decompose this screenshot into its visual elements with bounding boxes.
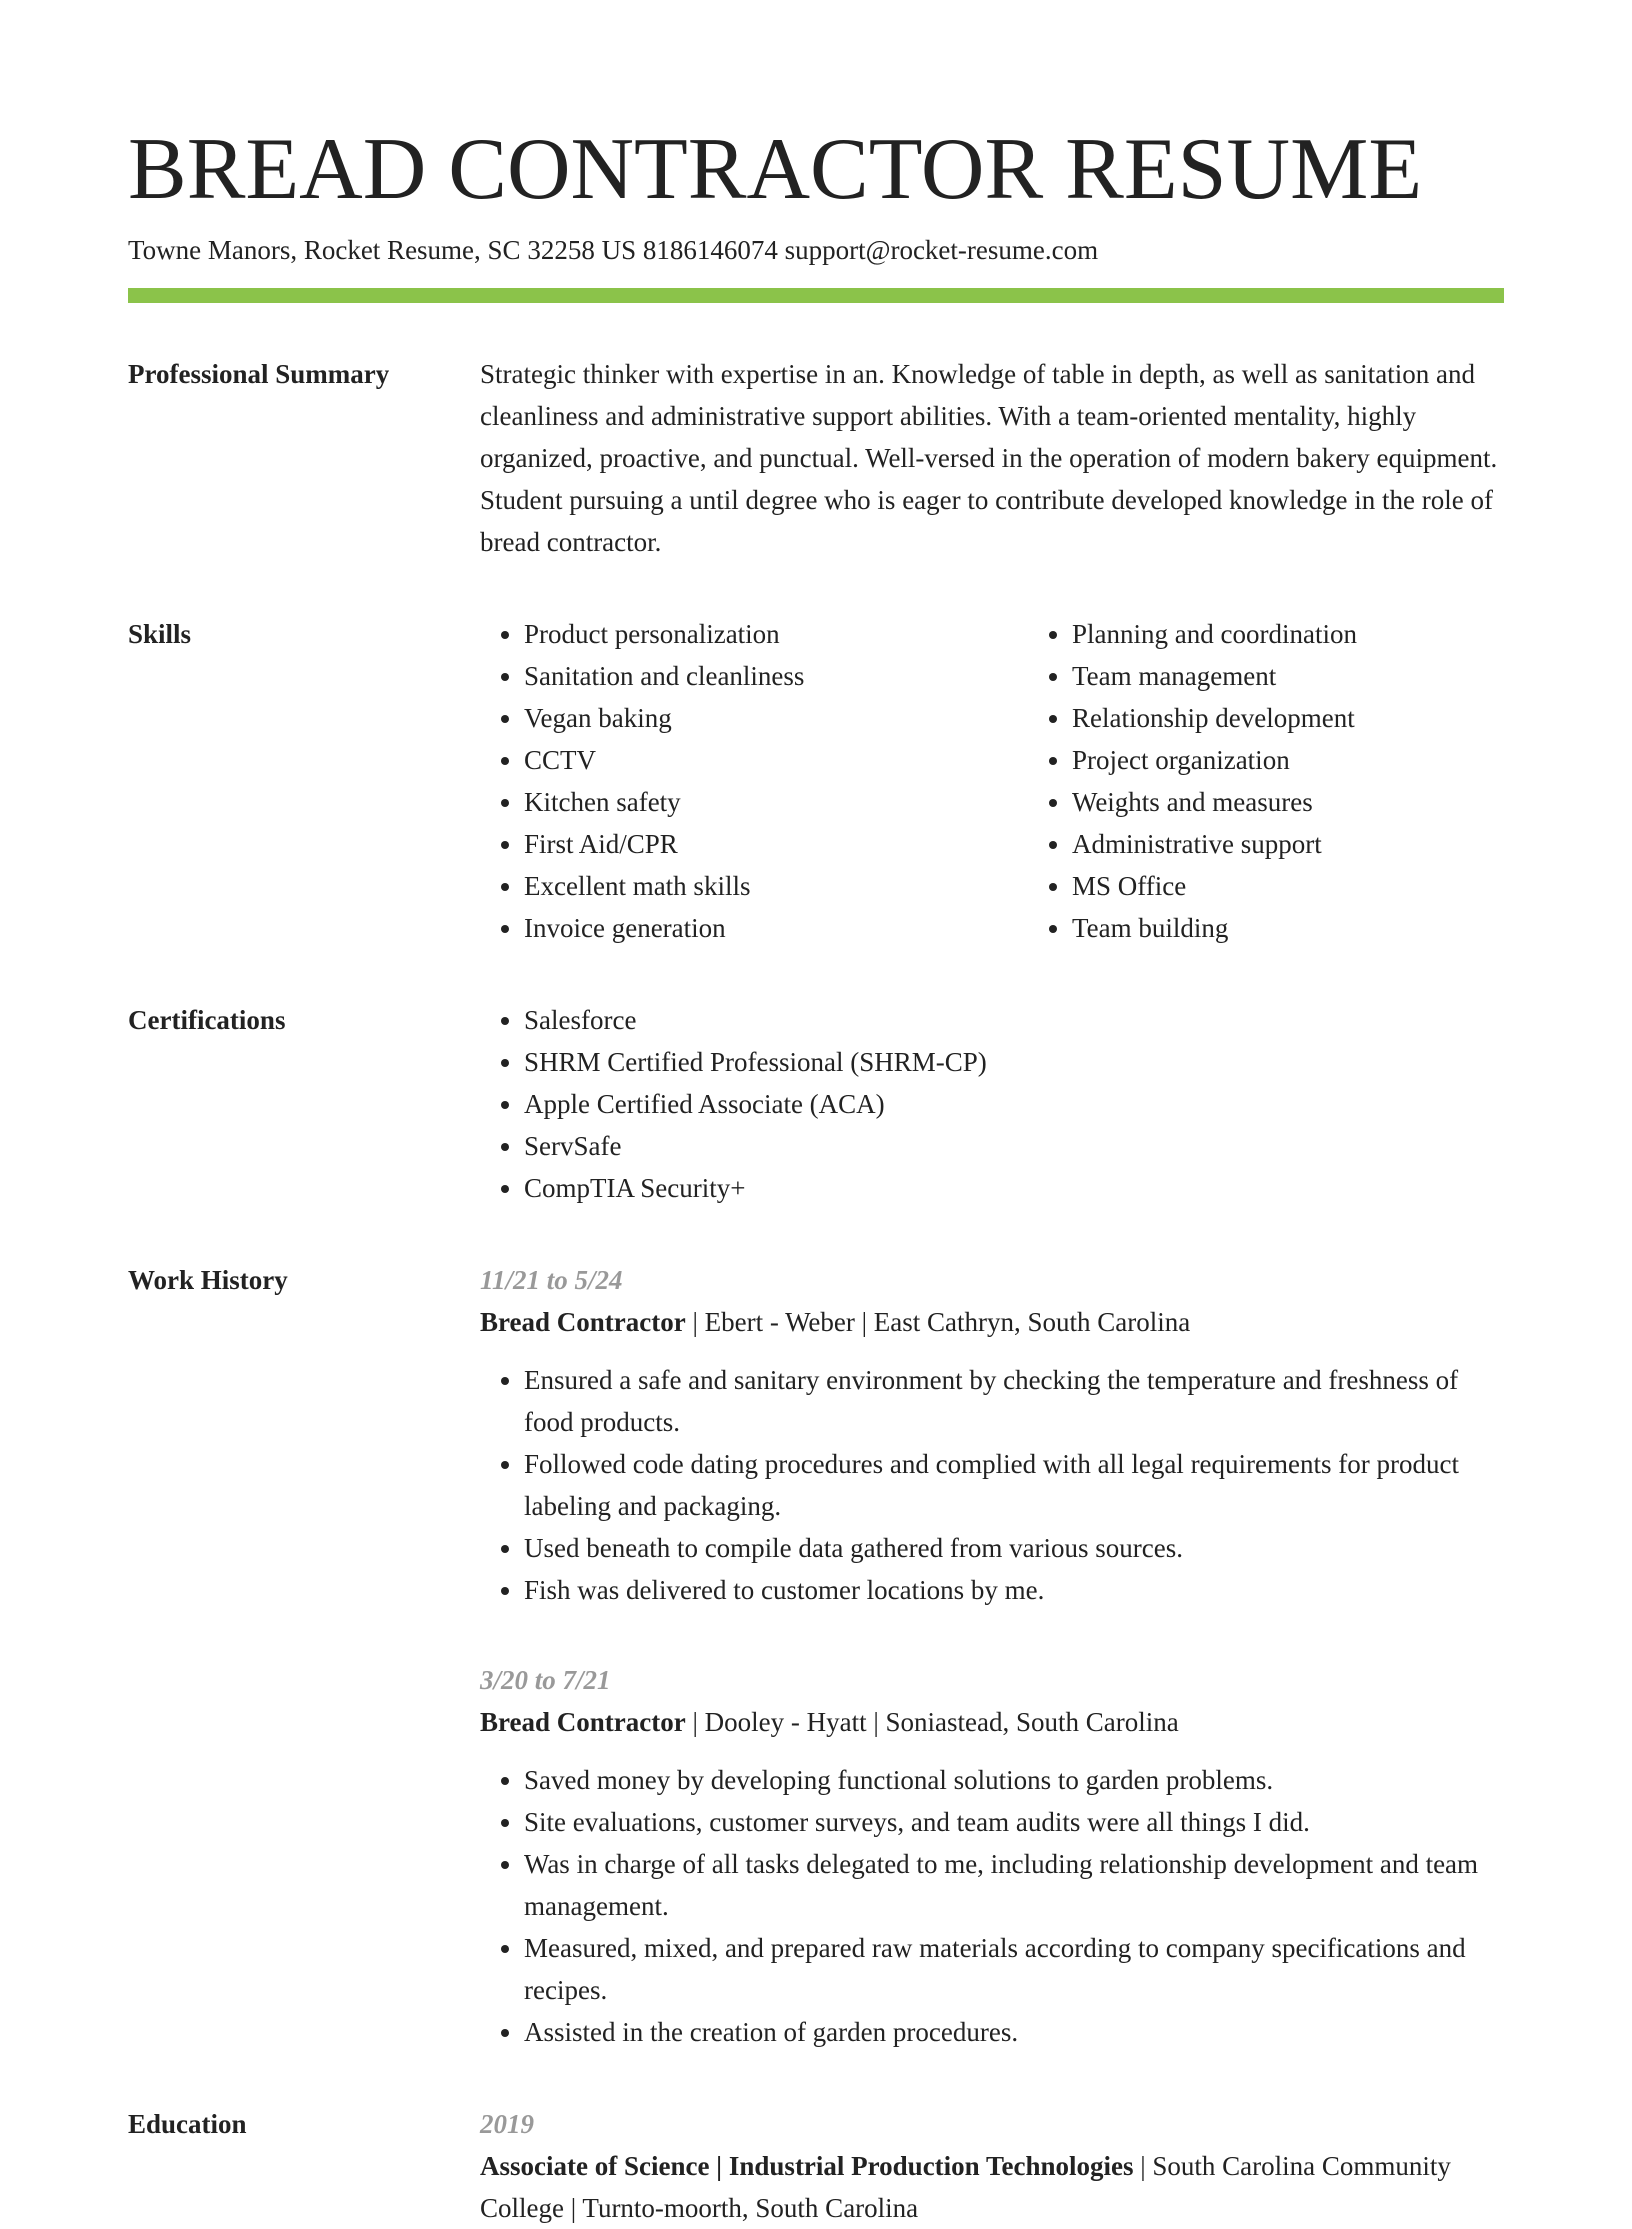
skill-item: • Administrative support — [1072, 823, 1357, 865]
skill-item: • Planning and coordination — [1072, 613, 1357, 655]
skill-item: • MS Office — [1072, 865, 1357, 907]
certification-item: • ServSafe — [524, 1125, 1504, 1167]
skills-section — [128, 613, 1504, 949]
job-bullet: • Ensured a safe and sanitary environment by checking the temperature and freshness of food products. — [524, 1359, 1504, 1443]
skill-item: • Vegan baking — [524, 697, 1028, 739]
skill-item: • Sanitation and cleanliness — [524, 655, 1028, 697]
job-entry — [480, 1659, 1504, 2053]
skills-list-right — [1028, 613, 1357, 949]
job-dates: 3/20 to 7/21 — [480, 1665, 611, 1695]
skill-item: • Product personalization — [524, 613, 1028, 655]
certification-item: • Apple Certified Associate (ACA) — [524, 1083, 1504, 1125]
job-bullet: • Used beneath to compile data gathered from various sources. — [524, 1527, 1504, 1569]
job-employer: | Ebert - Weber | East Cathryn, South Carolina — [685, 1307, 1191, 1337]
skill-item: • Project organization — [1072, 739, 1357, 781]
job-bullets — [480, 1359, 1504, 1611]
education-heading — [480, 2145, 1504, 2229]
job-bullet: • Saved money by developing functional solutions to garden problems. — [524, 1759, 1504, 1801]
skill-item: • Kitchen safety — [524, 781, 1028, 823]
job-bullet: • Was in charge of all tasks delegated to me, including relationship development and team management. — [524, 1843, 1504, 1927]
certifications-list — [480, 999, 1504, 1209]
skill-item: • CCTV — [524, 739, 1028, 781]
skill-item: • Excellent math skills — [524, 865, 1028, 907]
job-dates: 11/21 to 5/24 — [480, 1265, 623, 1295]
work-history-section — [128, 1259, 1504, 2053]
job-title: Bread Contractor — [480, 1707, 686, 1737]
section-label-certifications: Certifications — [128, 1005, 286, 1035]
job-employer: | Dooley - Hyatt | Soniastead, South Carolina — [685, 1707, 1179, 1737]
job-bullet: • Assisted in the creation of garden procedures. — [524, 2011, 1504, 2053]
certification-item: • SHRM Certified Professional (SHRM-CP) — [524, 1041, 1504, 1083]
job-title: Bread Contractor — [480, 1307, 686, 1337]
job-bullets — [480, 1759, 1504, 2053]
skill-item: • First Aid/CPR — [524, 823, 1028, 865]
job-bullet: • Fish was delivered to customer locations by me. — [524, 1569, 1504, 1611]
education-degree: Associate of Science | Industrial Production Technologies — [480, 2151, 1134, 2181]
job-entry — [480, 1259, 1504, 1611]
certification-item: • CompTIA Security+ — [524, 1167, 1504, 1209]
skill-item: • Invoice generation — [524, 907, 1028, 949]
section-label-summary: Professional Summary — [128, 359, 390, 389]
resume-title: BREAD CONTRACTOR RESUME — [128, 121, 1423, 218]
education-year: 2019 — [480, 2109, 534, 2139]
skills-list-left — [480, 613, 1028, 949]
summary-text: Strategic thinker with expertise in an. Knowledge of table in depth, as well as sanitation and cleanliness and administrative support abilities. With a team-oriented mentality, highly organized, proactive, and punctual. Well-versed in the operation of modern bakery equipment. Student pursuing a until degree who is eager to contribute developed knowledge in the role of bread contractor. — [480, 359, 1498, 557]
skill-item: • Team building — [1072, 907, 1357, 949]
skill-item: • Team management — [1072, 655, 1357, 697]
certifications-section — [128, 999, 1504, 1209]
section-label-education: Education — [128, 2109, 247, 2139]
skill-item: • Relationship development — [1072, 697, 1357, 739]
section-label-skills: Skills — [128, 619, 192, 649]
job-heading — [480, 1301, 1504, 1343]
education-school: | South Carolina Community College | Turnto-moorth, South Carolina — [480, 2151, 1451, 2223]
summary-section — [128, 353, 1504, 563]
job-heading — [480, 1701, 1504, 1743]
job-bullet: • Followed code dating procedures and complied with all legal requirements for product labeling and packaging. — [524, 1443, 1504, 1527]
resume-page — [128, 120, 1504, 2229]
section-label-work: Work History — [128, 1265, 288, 1295]
job-bullet: • Measured, mixed, and prepared raw materials according to company specifications and recipes. — [524, 1927, 1504, 2011]
certification-item: • Salesforce — [524, 999, 1504, 1041]
skill-item: • Weights and measures — [1072, 781, 1357, 823]
education-section — [128, 2103, 1504, 2229]
job-bullet: • Site evaluations, customer surveys, and team audits were all things I did. — [524, 1801, 1504, 1843]
contact-line: Towne Manors, Rocket Resume, SC 32258 US 8186146074 support@rocket-resume.com — [128, 235, 1099, 265]
accent-divider — [128, 288, 1504, 303]
